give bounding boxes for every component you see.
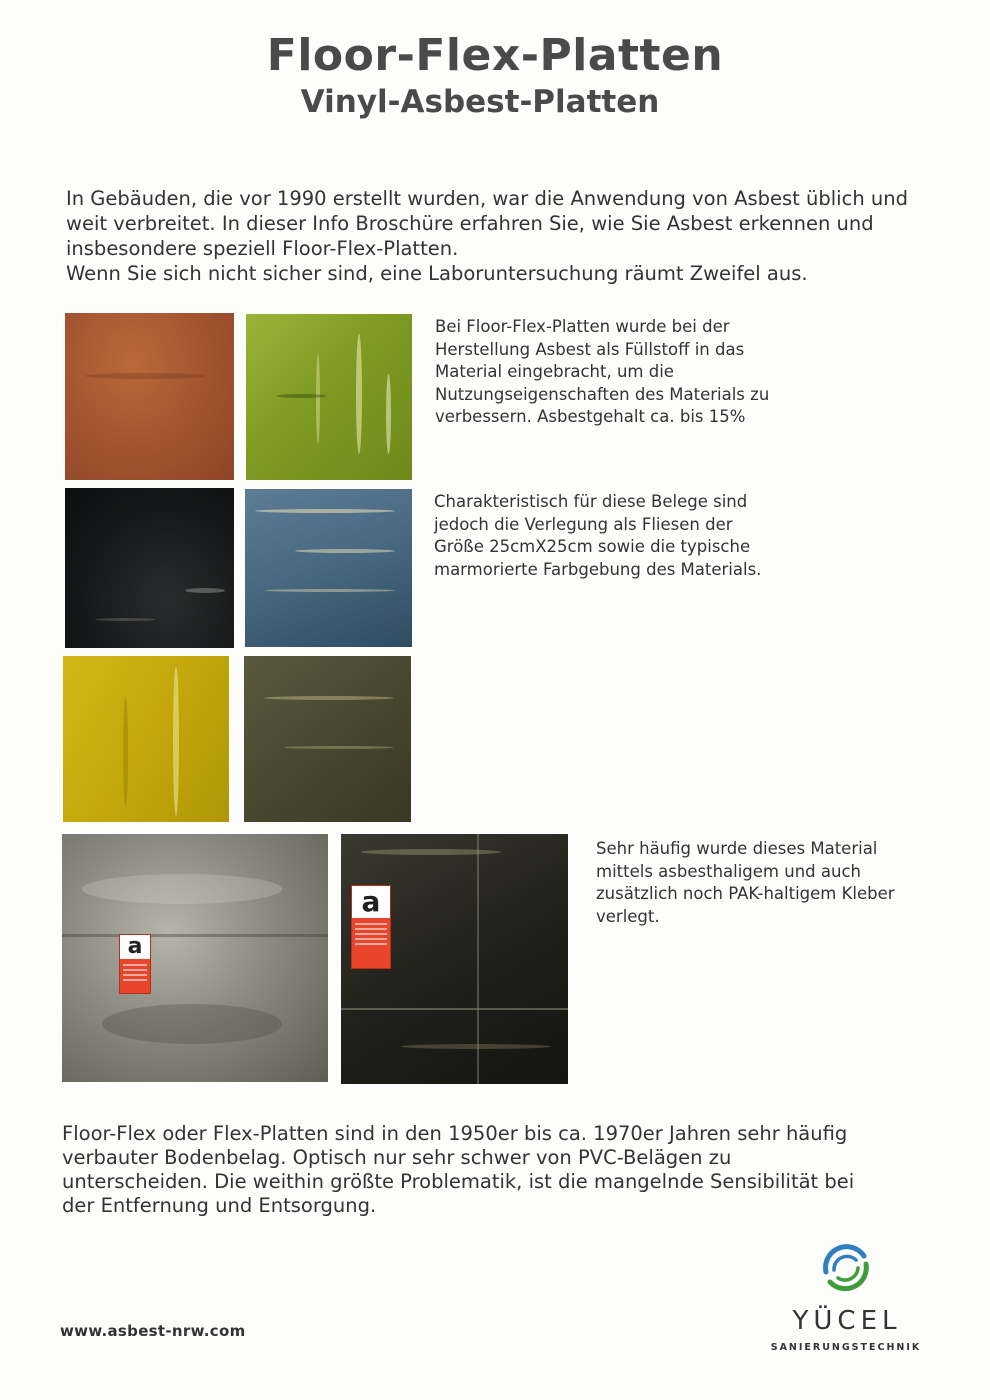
sample-photo-dark (341, 834, 568, 1084)
page-title: Floor-Flex-Platten (266, 30, 724, 81)
tile-rust (65, 313, 234, 480)
sample-label-letter: a (352, 886, 390, 918)
sample-label (119, 934, 151, 994)
brand-tagline: SANIERUNGSTECHNIK (770, 1342, 922, 1353)
tile-olive (244, 656, 411, 822)
filler-description: Bei Floor-Flex-Platten wurde bei der Herstellung Asbest als Füllstoff in das Material eingebracht, um die Nutzungseigenschaften des Materials zu verbessern. Asbestgehalt ca. bis 15% (435, 317, 770, 426)
intro-text: In Gebäuden, die vor 1990 erstellt wurden, war die Anwendung von Asbest üblich und weit verbreitet. In dieser Info Broschüre erfahren Sie, wie Sie Asbest erkennen und insbesondere speziell Floor-Flex-Platten. (66, 187, 908, 260)
company-logo-icon (818, 1240, 874, 1296)
sample-label (351, 885, 391, 969)
sample-photo-gray (62, 834, 328, 1082)
adhesive-description: Sehr häufig wurde dieses Material mittels asbesthaligem und auch zusätzlich noch PAK-haltigem Kleber verlegt. (596, 839, 895, 926)
sample-label-letter: a (120, 935, 150, 959)
tile-green (246, 314, 412, 480)
tile-black (65, 488, 234, 648)
characteristic-description: Charakteristisch für diese Belege sind jedoch die Verlegung als Fliesen der Größe 25cmX25cm sowie die typische marmorierte Farbgebung des Materials. (434, 492, 762, 579)
intro-paragraph (66, 186, 926, 286)
page-subtitle: Vinyl-Asbest-Platten (300, 84, 660, 120)
website-link[interactable]: www.asbest-nrw.com (60, 1322, 246, 1340)
intro-note: Wenn Sie sich nicht sicher sind, eine Laboruntersuchung räumt Zweifel aus. (66, 262, 808, 285)
brand-name: YÜCEL (792, 1306, 902, 1336)
tile-blue (245, 489, 412, 647)
summary-paragraph: Floor-Flex oder Flex-Platten sind in den 1950er bis ca. 1970er Jahren sehr häufig verbauter Bodenbelag. Optisch nur sehr schwer von PVC-Belägen zu unterscheiden. Die weithin größte Problematik, ist die mangelnde Sensibilität bei der Entfernung und Entsorgung. (62, 1122, 855, 1217)
tile-yellow (63, 656, 229, 822)
